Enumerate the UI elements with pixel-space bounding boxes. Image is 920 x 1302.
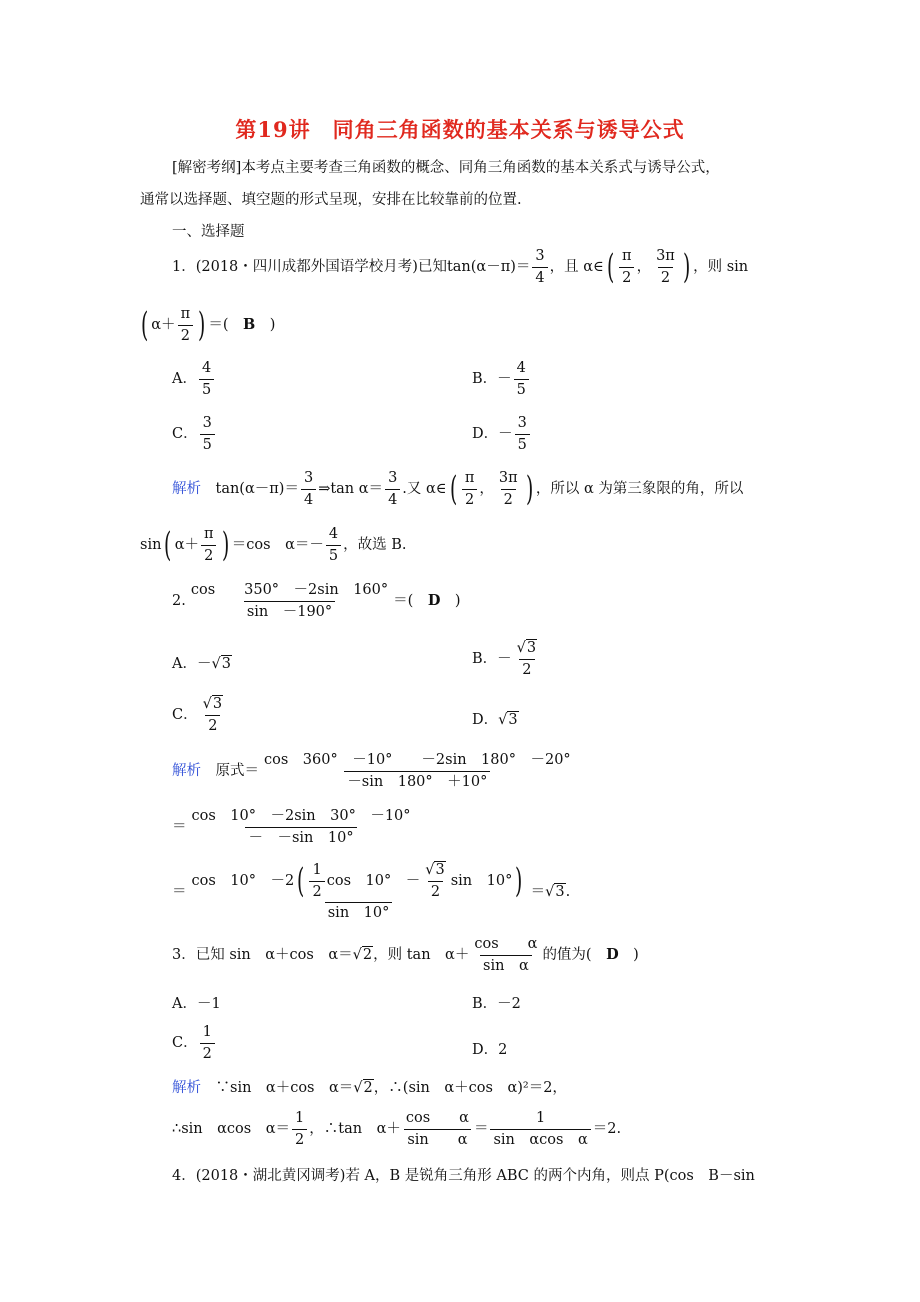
q3-option-c: C． $\frac{1}{2}$ (172, 1024, 217, 1062)
q2-option-a: A．－√3 (172, 656, 231, 672)
q3-option-d: D．2 (472, 1042, 508, 1058)
q2-option-b: B．－ $\frac{√3}{2}$ (472, 640, 537, 678)
q2-stem: 2. $\frac{\cos 350^\circ -2\sin 160^\circ}{\sin -190^\circ}$ ＝( D ) (172, 582, 461, 620)
q1-option-b: B．－ $\frac{4}{5}$ (472, 360, 531, 398)
q1-option-d: D．－ $\frac{3}{5}$ (472, 415, 532, 453)
q3-solution-label: 解析 (172, 1080, 201, 1096)
q2-solution-label: 解析 (172, 763, 201, 780)
q3-option-b: B．－2 (472, 996, 521, 1012)
q1-solution-line1: 解析 tan(α－π)＝ $\frac{3}{4}$ ⇒tan α＝ $\frac{3}{4}$ .又 α∈( $\frac{\pi}{2}$ ， $\frac{3\pi}{2}$ ) ，所以 α 为第三象限的角，所以 (172, 469, 744, 510)
q1-solution-label: 解析 (172, 481, 201, 498)
q1-option-a: A． $\frac{4}{5}$ (172, 360, 216, 398)
section-heading: 一、选择题 (172, 224, 245, 240)
q2-option-d: D．√3 (472, 712, 518, 728)
q3-solution-line1: 解析 ∵sin α＋cos α＝√2，∴(sin α＋cos α)²＝2， (172, 1080, 567, 1096)
q1-answer: B (243, 316, 256, 334)
q1-stem: 1．(2018・四川成都外国语学校月考)已知tan(α－π)＝ $\frac{3}{4}$ ，且 α∈( $\frac{\pi}{2}$ ， $\frac{3\pi}{2}$ ) ，则 sin (172, 247, 749, 288)
q3-option-a: A．－1 (172, 996, 221, 1012)
intro-line-1: [解密考纲]本考点主要考查三角函数的概念、同角三角函数的基本关系式与诱导公式， (172, 160, 720, 176)
q2-solution-line3: ＝ cos 10° －2( $\frac{1}{2}$ cos 10° － $\frac{√3}{2}$ sin 10°) sin 10° ＝√3. (172, 861, 571, 922)
q3-answer: D (606, 946, 619, 964)
page-title: 第19讲 同角三角函数的基本关系与诱导公式 (235, 117, 685, 142)
q2-solution-line2: ＝ $\frac{\cos 10^\circ -2\sin 30^\circ -10^\circ}{- -\sin 10^\circ}$ (172, 808, 411, 846)
q3-stem: 3．已知 sin α＋cos α＝√2，则 tan α＋ $\frac{\text{cos α}}{\text{sin α}}$ 的值为( D ) (172, 936, 639, 974)
q2-solution-line1: 解析 原式＝ $\frac{\cos 360^\circ -10^\circ -2\sin 180^\circ -20^\circ}{-\sin 180^\circ +10^\circ}$ (172, 752, 571, 790)
q4-stem: 4．(2018・湖北黄冈调考)若 A，B 是锐角三角形 ABC 的两个内角，则点 P(cos B－sin (172, 1168, 755, 1184)
q2-answer: D (427, 592, 441, 610)
q1-stem-line2: ( α＋ $\frac{\pi}{2}$ ) ＝( B ) (140, 305, 276, 346)
q1-option-c: C． $\frac{3}{5}$ (172, 415, 217, 453)
q2-option-c: C． $\frac{√3}{2}$ (172, 696, 223, 734)
q3-solution-line2: ∴sin αcos α＝ $\frac{1}{2}$ ，∴tan α＋ $\frac{\text{cos α}}{\text{sin α}}$ ＝ $\frac{1}{\text{sin αcos α}}$ ＝2. (172, 1110, 622, 1148)
intro-line-2: 通常以选择题、填空题的形式呈现，安排在比较靠前的位置. (140, 192, 522, 208)
q1-solution-line2: sin( α＋ $\frac{\pi}{2}$ ) ＝cos α＝－ $\frac{4}{5}$ ，故选 B. (140, 525, 407, 566)
